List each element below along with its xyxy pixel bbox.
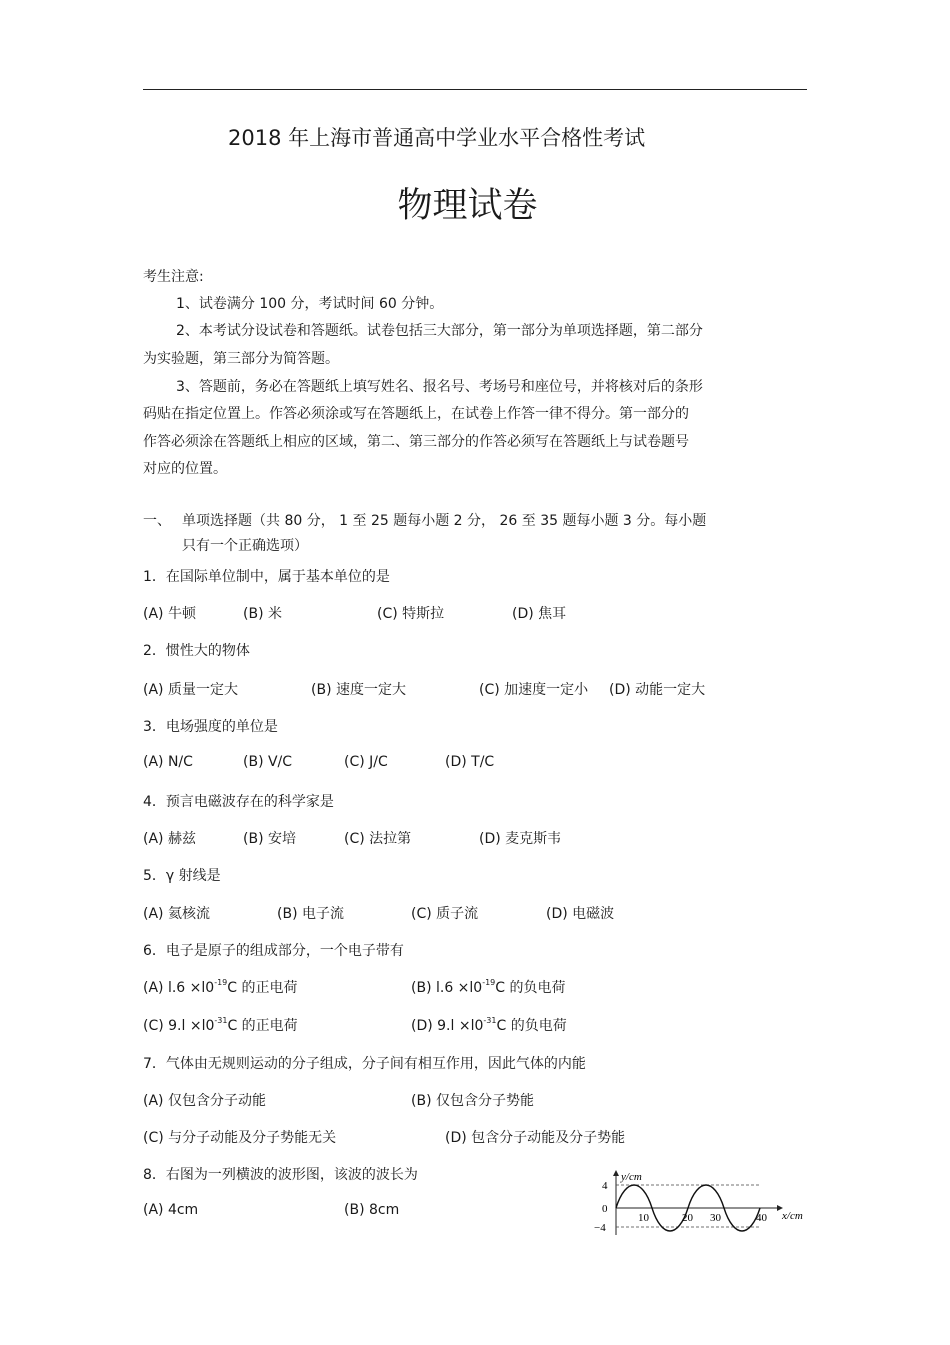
wave-diagram xyxy=(590,1165,810,1240)
exam-title: 物理试卷 xyxy=(397,186,538,226)
question-7-option-a: (A) 仅包含分子动能 xyxy=(143,1093,266,1109)
x-tick-10: 10 xyxy=(638,1212,649,1224)
exponent: -19 xyxy=(482,978,496,987)
question-1-stem: 1．在国际单位制中，属于基本单位的是 xyxy=(143,569,390,585)
question-4-option-a: (A) 赫兹 xyxy=(143,831,196,847)
x-tick-20: 20 xyxy=(682,1212,693,1224)
question-3-option-d: (D) T/C xyxy=(445,754,495,770)
notice-item-2-line1: 2、本考试分设试卷和答题纸。试卷包括三大部分，第一部分为单项选择题，第二部分 xyxy=(176,323,703,339)
section-number: 一、 xyxy=(143,513,171,529)
exponent: -31 xyxy=(483,1016,497,1025)
question-6-option-d: (D) $9.l \times l0^{-31}C$ 的负电荷 xyxy=(411,1016,567,1034)
section-instruction-line1: 单项选择题（共 80 分， 1 至 25 题每小题 2 分， 26 至 35 题每小题 3 分。每小题 xyxy=(182,513,707,529)
question-3-option-b: (B) V/C xyxy=(243,754,293,770)
x-tick-30: 30 xyxy=(710,1212,721,1224)
question-5-option-d: (D) 电磁波 xyxy=(546,906,615,922)
exam-subtitle: 2018 年上海市普通高中学业水平合格性考试 xyxy=(228,126,646,150)
question-1-option-c: (C) 特斯拉 xyxy=(377,606,445,622)
notice-item-2-line2: 为实验题，第三部分为简答题。 xyxy=(143,351,339,367)
question-2-option-b: (B) 速度一定大 xyxy=(311,682,406,698)
question-2-option-a: (A) 质量一定大 xyxy=(143,682,238,698)
question-7-option-c: (C) 与分子动能及分子势能无关 xyxy=(143,1130,337,1146)
question-2-option-c: (C) 加速度一定小 xyxy=(479,682,589,698)
question-4-option-b: (B) 安培 xyxy=(243,831,296,847)
question-8-option-b: (B) 8cm xyxy=(344,1202,400,1218)
question-5-option-b: (B) 电子流 xyxy=(277,906,344,922)
notice-item-3-line3: 作答必须涂在答题纸上相应的区域，第二、第三部分的作答必须写在答题纸上与试卷题号 xyxy=(143,434,689,450)
section-instruction-line2: 只有一个正确选项） xyxy=(182,538,308,554)
question-6-stem: 6．电子是原子的组成部分，一个电子带有 xyxy=(143,943,404,959)
question-6-option-c: (C) $9.l \times l0^{-31}C$ 的正电荷 xyxy=(143,1016,298,1034)
y-tick-neg4: −4 xyxy=(594,1222,606,1234)
question-4-option-d: (D) 麦克斯韦 xyxy=(479,831,562,847)
question-7-option-d: (D) 包含分子动能及分子势能 xyxy=(445,1130,626,1146)
question-1-option-a: (A) 牛顿 xyxy=(143,606,196,622)
y-axis-label: y/cm xyxy=(621,1171,642,1183)
x-tick-40: 40 xyxy=(756,1212,767,1224)
question-4-stem: 4．预言电磁波存在的科学家是 xyxy=(143,794,334,810)
question-8-option-a: (A) 4cm xyxy=(143,1202,199,1218)
exponent: -19 xyxy=(214,978,228,987)
question-4-option-c: (C) 法拉第 xyxy=(344,831,412,847)
notice-heading: 考生注意: xyxy=(143,269,204,285)
question-1-option-b: (B) 米 xyxy=(243,606,282,622)
question-3-option-a: (A) N/C xyxy=(143,754,193,770)
question-3-stem: 3．电场强度的单位是 xyxy=(143,719,278,735)
y-tick-0: 0 xyxy=(602,1203,608,1215)
question-7-stem: 7．气体由无规则运动的分子组成，分子间有相互作用，因此气体的内能 xyxy=(143,1056,586,1072)
notice-item-1: 1、试卷满分 100 分，考试时间 60 分钟。 xyxy=(176,296,444,312)
x-axis-label: x/cm xyxy=(782,1210,803,1222)
question-5-stem: 5．γ 射线是 xyxy=(143,868,221,884)
question-5-option-c: (C) 质子流 xyxy=(411,906,479,922)
y-tick-4: 4 xyxy=(602,1180,608,1192)
question-6-option-a: (A) $l.6 \times l0^{-19}C$ 的正电荷 xyxy=(143,978,298,996)
question-7-option-b: (B) 仅包含分子势能 xyxy=(411,1093,534,1109)
question-8-stem: 8．右图为一列横波的波形图，该波的波长为 xyxy=(143,1167,418,1183)
notice-item-3-line4: 对应的位置。 xyxy=(143,461,227,477)
notice-item-3-line2: 码贴在指定位置上。作答必须涂或写在答题纸上，在试卷上作答一律不得分。第一部分的 xyxy=(143,406,689,422)
question-1-option-d: (D) 焦耳 xyxy=(512,606,567,622)
notice-item-3-line1: 3、答题前，务必在答题纸上填写姓名、报名号、考场号和座位号，并将核对后的条形 xyxy=(176,379,703,395)
question-2-stem: 2．惯性大的物体 xyxy=(143,643,250,659)
exponent: -31 xyxy=(214,1016,228,1025)
question-6-option-b: (B) $l.6 \times l0^{-19}C$ 的负电荷 xyxy=(411,978,566,996)
header-rule xyxy=(143,89,807,90)
question-2-option-d: (D) 动能一定大 xyxy=(609,682,706,698)
question-3-option-c: (C) J/C xyxy=(344,754,388,770)
question-5-option-a: (A) 氦核流 xyxy=(143,906,210,922)
